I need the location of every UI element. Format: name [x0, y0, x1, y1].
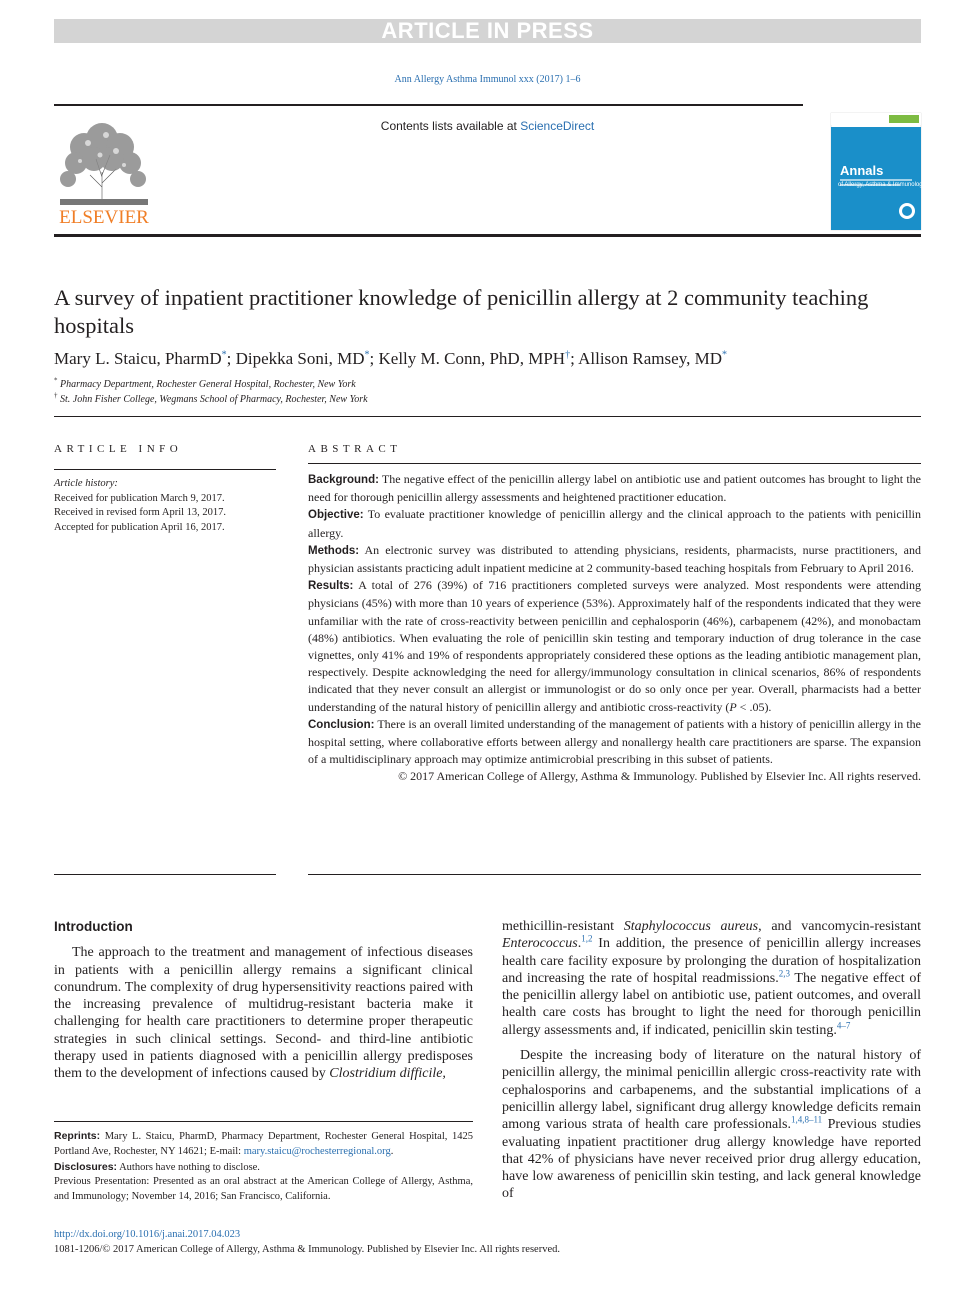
author-3-affiliation-mark[interactable]: † — [565, 349, 571, 361]
corresponding-email-link[interactable]: mary.staicu@rochesterregional.org — [243, 1145, 391, 1157]
issn-copyright: 1081-1206/© 2017 American College of Allergy, Asthma & Immunology. Published by Elsevier Inc. All rights reserved. — [54, 1244, 560, 1255]
rc-text-2: , and vancomycin-resistant — [758, 919, 921, 934]
journal-reference[interactable]: Ann Allergy Asthma Immunol xxx (2017) 1–6 — [394, 74, 581, 85]
cover-subtitle: of Allergy, Asthma & Immunology — [838, 182, 926, 188]
rc-text-4: In addition, the presence of penicillin allergy increases health care facility exposure by prolonging the duration of hospitalization and increasing the rate of hospital readmissions. — [502, 936, 921, 986]
journal-cover-thumbnail[interactable] — [831, 113, 926, 230]
author-1-affiliation-mark[interactable]: * — [221, 349, 227, 361]
affiliation-1-mark: * — [54, 376, 58, 385]
results-label: Results: — [308, 580, 354, 593]
author-4-affiliation-mark[interactable]: * — [721, 349, 727, 361]
affiliation-2 — [54, 393, 654, 406]
disclosures-label: Disclosures: — [54, 1160, 118, 1173]
left-column — [54, 918, 473, 1083]
contents-line — [54, 119, 921, 133]
intro-p1-text: The approach to the treatment and management of infectious diseases in patients with a penicillin allergy remains a significant clinical conundrum. The complexity of drug hypersensitivity reactions paired with the increasing prevalence of multidrug-resistant bacteria make it challenging for health care practitioners to determine proper therapeutic strategies in such clinical settings. Second- and third-line antibiotic therapy used in patients diagnosed with a penicillin allergy predisposes them to the development of infections caused by — [54, 945, 473, 1082]
affiliation-1 — [54, 378, 654, 391]
footnotes — [54, 1129, 473, 1205]
rc-italic-2: Enterococcus — [502, 936, 578, 952]
reprints-label: Reprints: — [54, 1130, 101, 1142]
introduction-heading: Introduction — [54, 919, 133, 934]
affiliation-2-mark: † — [54, 391, 58, 400]
received-date: Received for publication March 9, 2017. — [54, 492, 225, 504]
affiliation-2-text: St. John Fisher College, Wegmans School of Pharmacy, Rochester, New York — [60, 394, 368, 405]
author-1[interactable]: Mary L. Staicu, PharmD — [54, 349, 222, 368]
methods-text: An electronic survey was distributed to attending physicians, residents, pharmacists, nurse practitioners, and physician assistants practicing adult inpatient medicine at 2 community-based teaching hospitals from February to April 2016. — [308, 542, 921, 576]
contents-prefix: Contents lists available at — [380, 119, 521, 133]
article-info-rule — [54, 469, 276, 470]
header-bottom-rule — [54, 234, 921, 237]
revised-date: Received in revised form April 13, 2017. — [54, 507, 227, 518]
author-separator: ; — [570, 349, 579, 368]
abstract-bottom-rule — [308, 874, 921, 875]
intro-p1-italic: Clostridium difficile, — [329, 1066, 446, 1082]
right-column-paragraph-1 — [502, 918, 921, 1039]
conclusion-text: There is an overall limited understanding of the management of patients with a history of penicillin allergy in the hospital setting, where collaborative efforts between allergy and nonallergy health care practitioners are sparse. The expansion of a multidisciplinary approach may optimize antimicrobial prescribing in this subset of patients. — [308, 716, 922, 767]
citation-link[interactable]: 2,3 — [778, 968, 790, 979]
abstract-body — [308, 471, 921, 786]
abstract-heading: ABSTRACT — [308, 443, 402, 455]
author-2-affiliation-mark[interactable]: * — [364, 349, 370, 361]
article-info-bottom-rule — [54, 874, 276, 875]
abstract-copyright: © 2017 American College of Allergy, Asthma & Immunology. Published by Elsevier Inc. All rights reserved. — [398, 769, 921, 784]
author-separator: ; — [369, 349, 379, 368]
presentation-note: Previous Presentation: Presented as an oral abstract at the American College of Allergy, Asthma, and Immunology; November 14, 2016; San Francisco, California. — [54, 1176, 473, 1203]
author-2[interactable]: Dipekka Soni, MD — [235, 349, 365, 368]
author-list — [54, 348, 921, 370]
article-history-label: Article history: — [54, 478, 118, 489]
results-p-value-symbol: P — [729, 699, 737, 714]
rc-italic-1: Staphylococcus aureus — [623, 919, 759, 934]
reprints-text: Mary L. Staicu, PharmD, Pharmacy Department, Rochester General Hospital, 1425 Portland Ave, Rochester, NY 14621; E-mail: — [54, 1131, 473, 1157]
article-history — [54, 477, 276, 535]
affiliation-1-text: Pharmacy Department, Rochester General Hospital, Rochester, New York — [60, 379, 356, 390]
disclosures-text: Authors have nothing to disclose. — [117, 1161, 260, 1173]
author-3[interactable]: Kelly M. Conn, PhD, MPH — [378, 349, 566, 368]
citation-link[interactable]: 4–7 — [836, 1020, 851, 1031]
author-separator: ; — [226, 349, 236, 368]
conclusion-label: Conclusion: — [308, 718, 375, 731]
rc-text-5: The negative effect of the penicillin allergy label on antibiotic use, patient outcomes, and overall health care costs has brought to light the need for thorough penicillin allergy assessments and, if indicated, penicillin skin testing. — [502, 970, 921, 1038]
objective-label: Objective: — [308, 509, 364, 522]
objective-text: To evaluate practitioner knowledge of penicillin allergy and the clinical approach to the patients with penicillin allergy. — [308, 507, 921, 540]
article-in-press-banner: ARTICLE IN PRESS — [54, 19, 921, 43]
results-p-value: < .05). — [736, 699, 772, 714]
elsevier-logo[interactable] — [54, 117, 154, 229]
abstract-objective — [308, 506, 921, 541]
affiliation-rule — [54, 416, 921, 417]
header-rule — [54, 104, 803, 106]
citation-link[interactable]: 1,2 — [581, 933, 593, 944]
background-text: The negative effect of the penicillin allergy label on antibiotic use and patient outcomes has brought to light the need for thorough penicillin allergy assessments and heightened practitioner education. — [308, 472, 921, 505]
accepted-date: Accepted for publication April 16, 2017. — [54, 521, 225, 533]
abstract-methods — [308, 542, 921, 577]
elsevier-wordmark: ELSEVIER — [59, 207, 149, 228]
citation-link[interactable]: 1,4,8–11 — [791, 1114, 823, 1125]
results-text: A total of 276 (39%) of 716 practitioners completed surveys were analyzed. Most respondents were attending physicians (45%) with more than 10 years of experience (53%). Approximately half of the respondents indicated that they were unfamiliar with the rate of cross-reactivity between penicillin and cephalosporin (46%), carbapenem (42%), and monobactam (48%) antibiotics. When evaluating the role of penicillin skin testing and temporary induction of drug tolerance in the case vignettes, only 41% and 19% of respondents appropriately considered these options as the leading antibiotic management plan, respectively. Despite acknowledging the need for allergy/immunology consultation in clinical scenarios, 86% of respondents indicated that they never consult an allergist or immunologist or do so only once per year. Overall, pharmacists had a better understanding of the natural history of penicillin allergy and antibiotic cross-reactivity ( — [308, 578, 921, 714]
abstract-results — [308, 577, 921, 716]
doi-link[interactable]: http://dx.doi.org/10.1016/j.anai.2017.04.023 — [54, 1229, 241, 1240]
article-title: A survey of inpatient practitioner knowledge of penicillin allergy at 2 community teaching hospitals — [54, 285, 869, 338]
introduction-paragraph-1 — [54, 944, 473, 1082]
article-info-heading: ARTICLE INFO — [54, 443, 183, 455]
footnote-rule — [54, 1121, 473, 1122]
author-4[interactable]: Allison Ramsey, MD — [578, 349, 722, 368]
reprints-end: . — [390, 1145, 394, 1157]
rc-p2-text: Despite the increasing body of literature on the natural history of penicillin allergy, the minimal penicillin allergic cross-reactivity rate with cephalosporins and carbapenems, and the substantial implications of a penicillin allergy label, significant drug allergy knowledge deficits remain among various strata of health care professionals. — [502, 1048, 921, 1133]
abstract-background — [308, 471, 921, 506]
background-label: Background: — [308, 474, 379, 486]
reprints-note — [54, 1129, 473, 1160]
abstract-rule — [308, 463, 921, 464]
cover-icon — [831, 113, 926, 230]
rc-text-1: methicillin-resistant — [502, 919, 624, 934]
rc-text-3: . — [577, 936, 582, 952]
rc-p2-text-b: Previous studies evaluating inpatient practitioner drug allergy knowledge have reported that 42% of physicians have never received prior drug allergy education, have low awareness of penicillin skin testing, and lack general knowledge of — [502, 1117, 921, 1202]
disclosures-note — [54, 1160, 473, 1176]
elsevier-tree-icon — [54, 117, 154, 229]
sciencedirect-link[interactable]: ScienceDirect — [520, 119, 595, 133]
cover-title: Annals — [840, 163, 884, 178]
methods-label: Methods: — [308, 544, 360, 557]
abstract-conclusion — [308, 716, 921, 769]
right-column — [502, 918, 921, 1203]
right-column-paragraph-2 — [502, 1047, 921, 1203]
